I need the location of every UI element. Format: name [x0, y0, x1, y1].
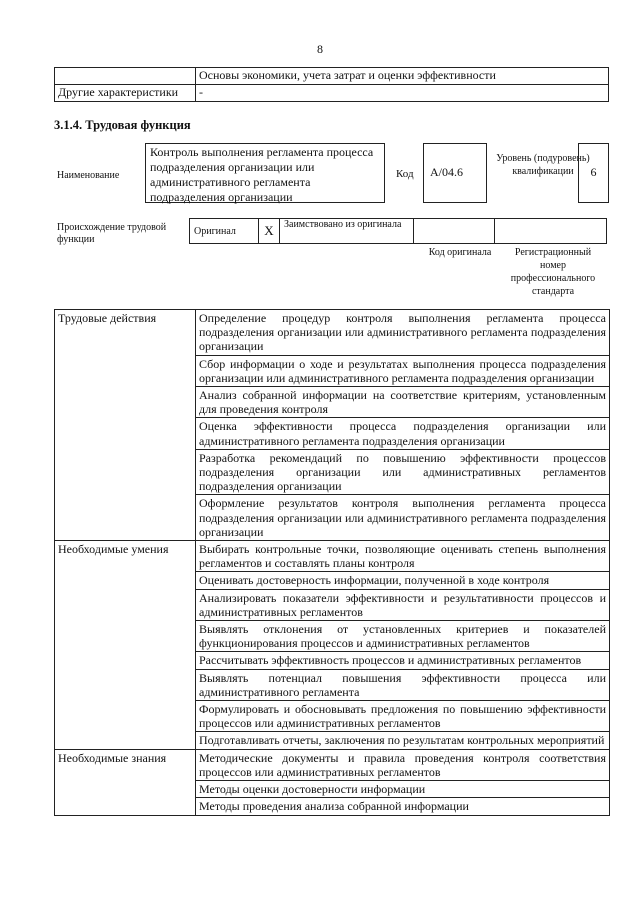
action-item: Разработка рекомендаций по повышению эффективности процессов подразделения организации или административных регламентов подразделения организации [196, 449, 610, 495]
original-code-cell [414, 219, 495, 244]
skill-item: Выявлять отклонения от установленных критериев и показателей функционирования процессов и административных регламентов [196, 621, 610, 652]
table-row [55, 749, 610, 780]
table-row [55, 541, 610, 572]
action-item: Оформление результатов контроля выполнения регламента процесса подразделения организации или административного регламента подразделения организации [196, 495, 610, 541]
table-row [55, 310, 610, 356]
row-value: - [196, 85, 609, 102]
knowledge-item: Методы проведения анализа собранной информации [196, 798, 610, 815]
origin-table [189, 218, 607, 244]
skill-item: Рассчитывать эффективность процессов и административных регламентов [196, 652, 610, 669]
original-cell: Оригинал [190, 219, 259, 244]
action-item: Оценка эффективности процесса подразделения организации или административного регламента подразделения организации [196, 418, 610, 449]
knowledge-item: Методические документы и правила проведения контроля соответствия процессов или административных регламентов [196, 749, 610, 780]
skill-item: Выбирать контрольные точки, позволяющие оценивать степень выполнения регламентов и составлять планы контроля [196, 541, 610, 572]
row-label: Другие характеристики [55, 85, 196, 102]
reg-number-caption: Регистрационный номер профессионального стандарта [510, 247, 596, 297]
page-number: 8 [317, 42, 323, 56]
action-item: Определение процедур контроля выполнения регламента процесса подразделения организации или административного регламента подразделения организации [196, 310, 610, 356]
section-title: 3.1.4. Трудовая функция [54, 118, 191, 132]
action-item: Анализ собранной информации на соответствие критериям, установленным для проведения контроля [196, 387, 610, 418]
knowledge-label: Необходимые знания [55, 749, 196, 815]
function-details-table [54, 309, 610, 816]
borrowed-cell: Заимствовано из оригинала [280, 219, 414, 244]
skill-item: Анализировать показатели эффективности и результативности процессов и административных регламентов [196, 589, 610, 620]
original-code-caption: Код оригинала [428, 247, 492, 258]
name-label: Наименование [57, 170, 120, 181]
skills-label: Необходимые умения [55, 541, 196, 750]
level-label: Уровень (подуровень) квалификации [496, 153, 590, 177]
top-characteristics-table [54, 67, 609, 102]
action-item: Сбор информации о ходе и результатах выполнения процесса подразделения организации или административного регламента подразделения организации [196, 355, 610, 386]
row-label [55, 68, 196, 85]
row-value: Основы экономики, учета затрат и оценки эффективности [196, 68, 609, 85]
skill-item: Формулировать и обосновывать предложения по повышению эффективности процессов или административных регламентов [196, 701, 610, 732]
table-row [55, 68, 609, 85]
origin-label: Происхождение трудовой функции [57, 222, 167, 245]
original-mark: X [259, 219, 280, 244]
knowledge-item: Методы оценки достоверности информации [196, 781, 610, 798]
table-row [190, 219, 607, 244]
reg-number-cell [495, 219, 607, 244]
skill-item: Подготавливать отчеты, заключения по результатам контрольных мероприятий [196, 732, 610, 749]
table-row [55, 85, 609, 102]
level-value: 6 [578, 143, 609, 203]
function-name: Контроль выполнения регламента процесса подразделения организации или административного регламента подразделения организации [145, 143, 385, 203]
code-label: Код [396, 168, 414, 180]
skill-item: Выявлять потенциал повышения эффективности процесса или административного регламента [196, 669, 610, 700]
skill-item: Оценивать достоверность информации, полученной в ходе контроля [196, 572, 610, 589]
function-code: A/04.6 [423, 143, 487, 203]
actions-label: Трудовые действия [55, 310, 196, 541]
